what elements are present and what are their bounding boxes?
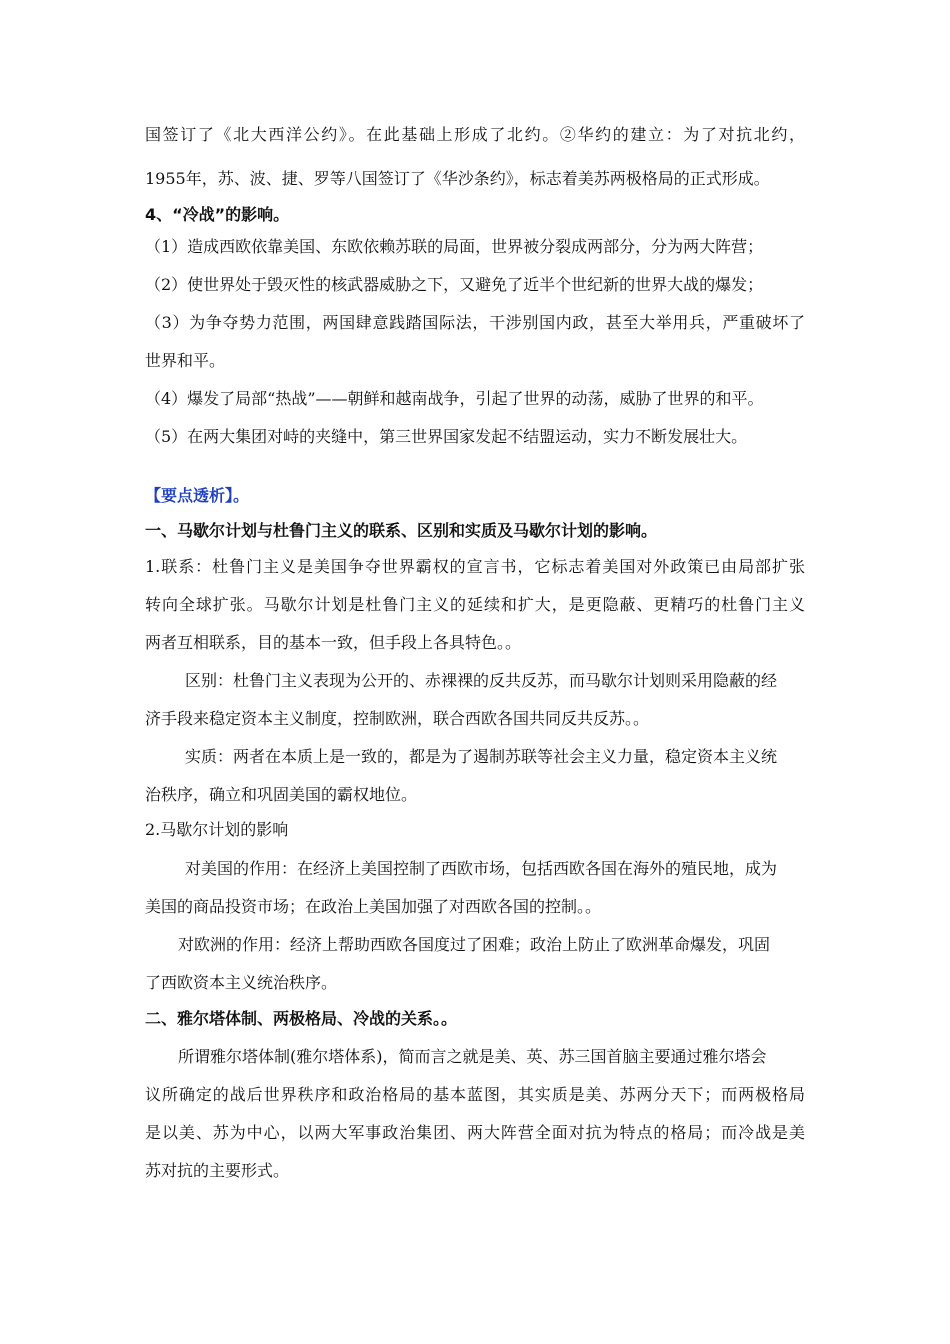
paragraph-line: 所谓雅尔塔体制(雅尔塔体系)，简而言之就是美、英、苏三国首脑主要通过雅尔塔会: [178, 1047, 767, 1066]
paragraph-line: 转向全球扩张。马歇尔计划是杜鲁门主义的延续和扩大，是更隐蔽、更精巧的杜鲁门主义: [145, 595, 805, 614]
list-item: （2）使世界处于毁灭性的核武器威胁之下，又避免了近半个世纪新的世界大战的爆发；: [145, 275, 764, 294]
paragraph-line: 对欧洲的作用：经济上帮助西欧各国度过了困难；政治上防止了欧洲革命爆发，巩固: [178, 935, 771, 954]
paragraph-line: 两者互相联系，目的基本一致，但手段上各具特色。。: [145, 633, 522, 652]
paragraph-line: 对美国的作用：在经济上美国控制了西欧市场，包括西欧各国在海外的殖民地，成为: [185, 859, 778, 878]
list-item-continuation: 世界和平。: [145, 351, 226, 370]
paragraph-line: 1955年，苏、波、捷、罗等八国签订了《华沙条约》，标志着美苏两极格局的正式形成。: [145, 169, 770, 188]
list-item: （1）造成西欧依靠美国、东欧依赖苏联的局面，世界被分裂成两部分，分为两大阵营；: [145, 237, 764, 256]
paragraph-line: 国签订了《北大西洋公约》。在此基础上形成了北约。②华约的建立：为了对抗北约，: [145, 125, 805, 144]
paragraph-line: 济手段来稳定资本主义制度，控制欧洲，联合西欧各国共同反共反苏。。: [145, 709, 650, 728]
paragraph-line: 议所确定的战后世界秩序和政治格局的基本蓝图，其实质是美、苏两分天下；而两极格局: [145, 1085, 805, 1104]
paragraph-line: 是以美、苏为中心，以两大军事政治集团、两大阵营全面对抗为特点的格局；而冷战是美: [145, 1123, 805, 1142]
key-points-heading: 【要点透析】。: [145, 486, 250, 505]
list-item: （4）爆发了局部“热战”——朝鲜和越南战争，引起了世界的动荡，威胁了世界的和平。: [145, 389, 764, 408]
subheading: 2.马歇尔计划的影响: [145, 820, 289, 839]
section-heading: 4、“冷战”的影响。: [145, 205, 290, 224]
list-item: （3）为争夺势力范围，两国肆意践踏国际法，干涉别国内政，甚至大举用兵，严重破坏了: [145, 313, 805, 332]
paragraph-line: 区别：杜鲁门主义表现为公开的、赤裸裸的反共反苏，而马歇尔计划则采用隐蔽的经: [185, 671, 778, 690]
paragraph-line: 美国的商品投资市场；在政治上美国加强了对西欧各国的控制。。: [145, 897, 602, 916]
paragraph-line: 了西欧资本主义统治秩序。: [145, 973, 338, 992]
section-heading: 一、马歇尔计划与杜鲁门主义的联系、区别和实质及马歇尔计划的影响。: [145, 521, 658, 540]
paragraph-line: 苏对抗的主要形式。: [145, 1161, 290, 1180]
paragraph-line: 治秩序，确立和巩固美国的霸权地位。: [145, 785, 418, 804]
section-heading: 二、雅尔塔体制、两极格局、冷战的关系。。: [145, 1009, 458, 1028]
paragraph-line: 实质：两者在本质上是一致的，都是为了遏制苏联等社会主义力量，稳定资本主义统: [185, 747, 778, 766]
paragraph-line: 1.联系：杜鲁门主义是美国争夺世界霸权的宣言书，它标志着美国对外政策已由局部扩张: [145, 557, 805, 576]
list-item: （5）在两大集团对峙的夹缝中，第三世界国家发起不结盟运动，实力不断发展壮大。: [145, 427, 748, 446]
